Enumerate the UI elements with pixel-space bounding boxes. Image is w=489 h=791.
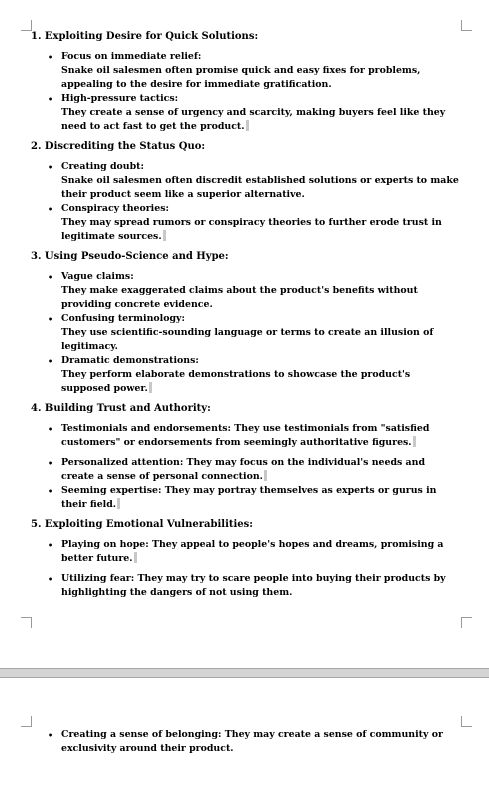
item-heading: Confusing terminology:: [61, 313, 185, 324]
bullet-icon: •: [48, 574, 54, 584]
bullet-icon: •: [48, 540, 54, 550]
item-text: Testimonials and endorsements: They use testimonials from "satisfied customers" or endorsements from seemingly authoritative figures.: [61, 423, 430, 448]
bullet-icon: •: [48, 272, 54, 282]
page-corner-marker: [461, 716, 472, 727]
bullet-list: [31, 160, 461, 244]
section-heading: 5. Exploiting Emotional Vulnerabilities:: [31, 519, 253, 530]
item-description: They perform elaborate demonstrations to showcase the product's supposed power.: [61, 369, 411, 394]
item-heading: Focus on immediate relief:: [61, 51, 202, 62]
list-item: [31, 270, 461, 312]
bullet-icon: •: [48, 94, 54, 104]
text-cursor: [246, 120, 249, 131]
item-heading: Creating doubt:: [61, 161, 144, 172]
bullet-icon: •: [48, 162, 54, 172]
text-cursor: [413, 436, 416, 447]
page-corner-marker: [461, 617, 472, 628]
bullet-list: [31, 538, 461, 600]
page-corner-marker: [21, 716, 32, 727]
item-description: They make exaggerated claims about the product's benefits without providing concrete evidence.: [61, 285, 418, 310]
list-item: [31, 312, 461, 354]
section-heading: 3. Using Pseudo-Science and Hype:: [31, 251, 229, 262]
list-item: [31, 572, 461, 600]
text-cursor: [149, 382, 152, 393]
item-description: Snake oil salesmen often discredit established solutions or experts to make their product seem like a superior alternative.: [61, 175, 459, 200]
item-description: They may spread rumors or conspiracy theories to further erode trust in legitimate sources.: [61, 217, 442, 242]
item-description: They use scientific-sounding language or terms to create an illusion of legitimacy.: [61, 327, 434, 352]
page-corner-marker: [21, 617, 32, 628]
document-body[interactable]: [31, 728, 461, 762]
page-separator: [0, 668, 489, 678]
section-heading: 2. Discrediting the Status Quo:: [31, 141, 206, 152]
item-heading: Dramatic demonstrations:: [61, 355, 199, 366]
item-text: Seeming expertise: They may portray themselves as experts or gurus in their field.: [61, 485, 437, 510]
item-text: Utilizing fear: They may try to scare people into buying their products by highlighting the dangers of not using them.: [61, 573, 446, 598]
text-cursor: [117, 498, 120, 509]
text-cursor: [264, 470, 267, 481]
list-item: [31, 484, 461, 512]
document-body[interactable]: [31, 30, 461, 606]
section-heading: 4. Building Trust and Authority:: [31, 403, 211, 414]
section-heading: 1. Exploiting Desire for Quick Solutions:: [31, 31, 259, 42]
bullet-list: [31, 50, 461, 134]
bullet-list: [31, 270, 461, 396]
list-item: [31, 456, 461, 484]
bullet-icon: •: [48, 314, 54, 324]
item-text: Playing on hope: They appeal to people's hopes and dreams, promising a better future.: [61, 539, 444, 564]
bullet-icon: •: [48, 356, 54, 366]
list-item: [31, 538, 461, 566]
list-item: [31, 160, 461, 202]
bullet-list: [31, 728, 461, 756]
list-item: [31, 422, 461, 450]
item-heading: Conspiracy theories:: [61, 203, 169, 214]
bullet-icon: •: [48, 730, 54, 740]
list-item: [31, 202, 461, 244]
bullet-icon: •: [48, 204, 54, 214]
item-heading: High-pressure tactics:: [61, 93, 179, 104]
item-text: Creating a sense of belonging: They may create a sense of community or exclusivity around their product.: [61, 729, 443, 754]
text-cursor: [163, 230, 166, 241]
list-item: [31, 50, 461, 92]
item-description: Snake oil salesmen often promise quick and easy fixes for problems, appealing to the desire for immediate gratification.: [61, 65, 421, 90]
item-description: They create a sense of urgency and scarcity, making buyers feel like they need to act fast to get the product.: [61, 107, 446, 132]
list-item: [31, 728, 461, 756]
bullet-list: [31, 422, 461, 512]
bullet-icon: •: [48, 424, 54, 434]
bullet-icon: •: [48, 52, 54, 62]
item-heading: Vague claims:: [61, 271, 134, 282]
document-page-2: [0, 678, 489, 791]
list-item: [31, 92, 461, 134]
list-item: [31, 354, 461, 396]
text-cursor: [134, 552, 137, 563]
item-text: Personalized attention: They may focus on the individual's needs and create a sense of personal connection.: [61, 457, 425, 482]
bullet-icon: •: [48, 458, 54, 468]
page-corner-marker: [461, 20, 472, 31]
bullet-icon: •: [48, 486, 54, 496]
